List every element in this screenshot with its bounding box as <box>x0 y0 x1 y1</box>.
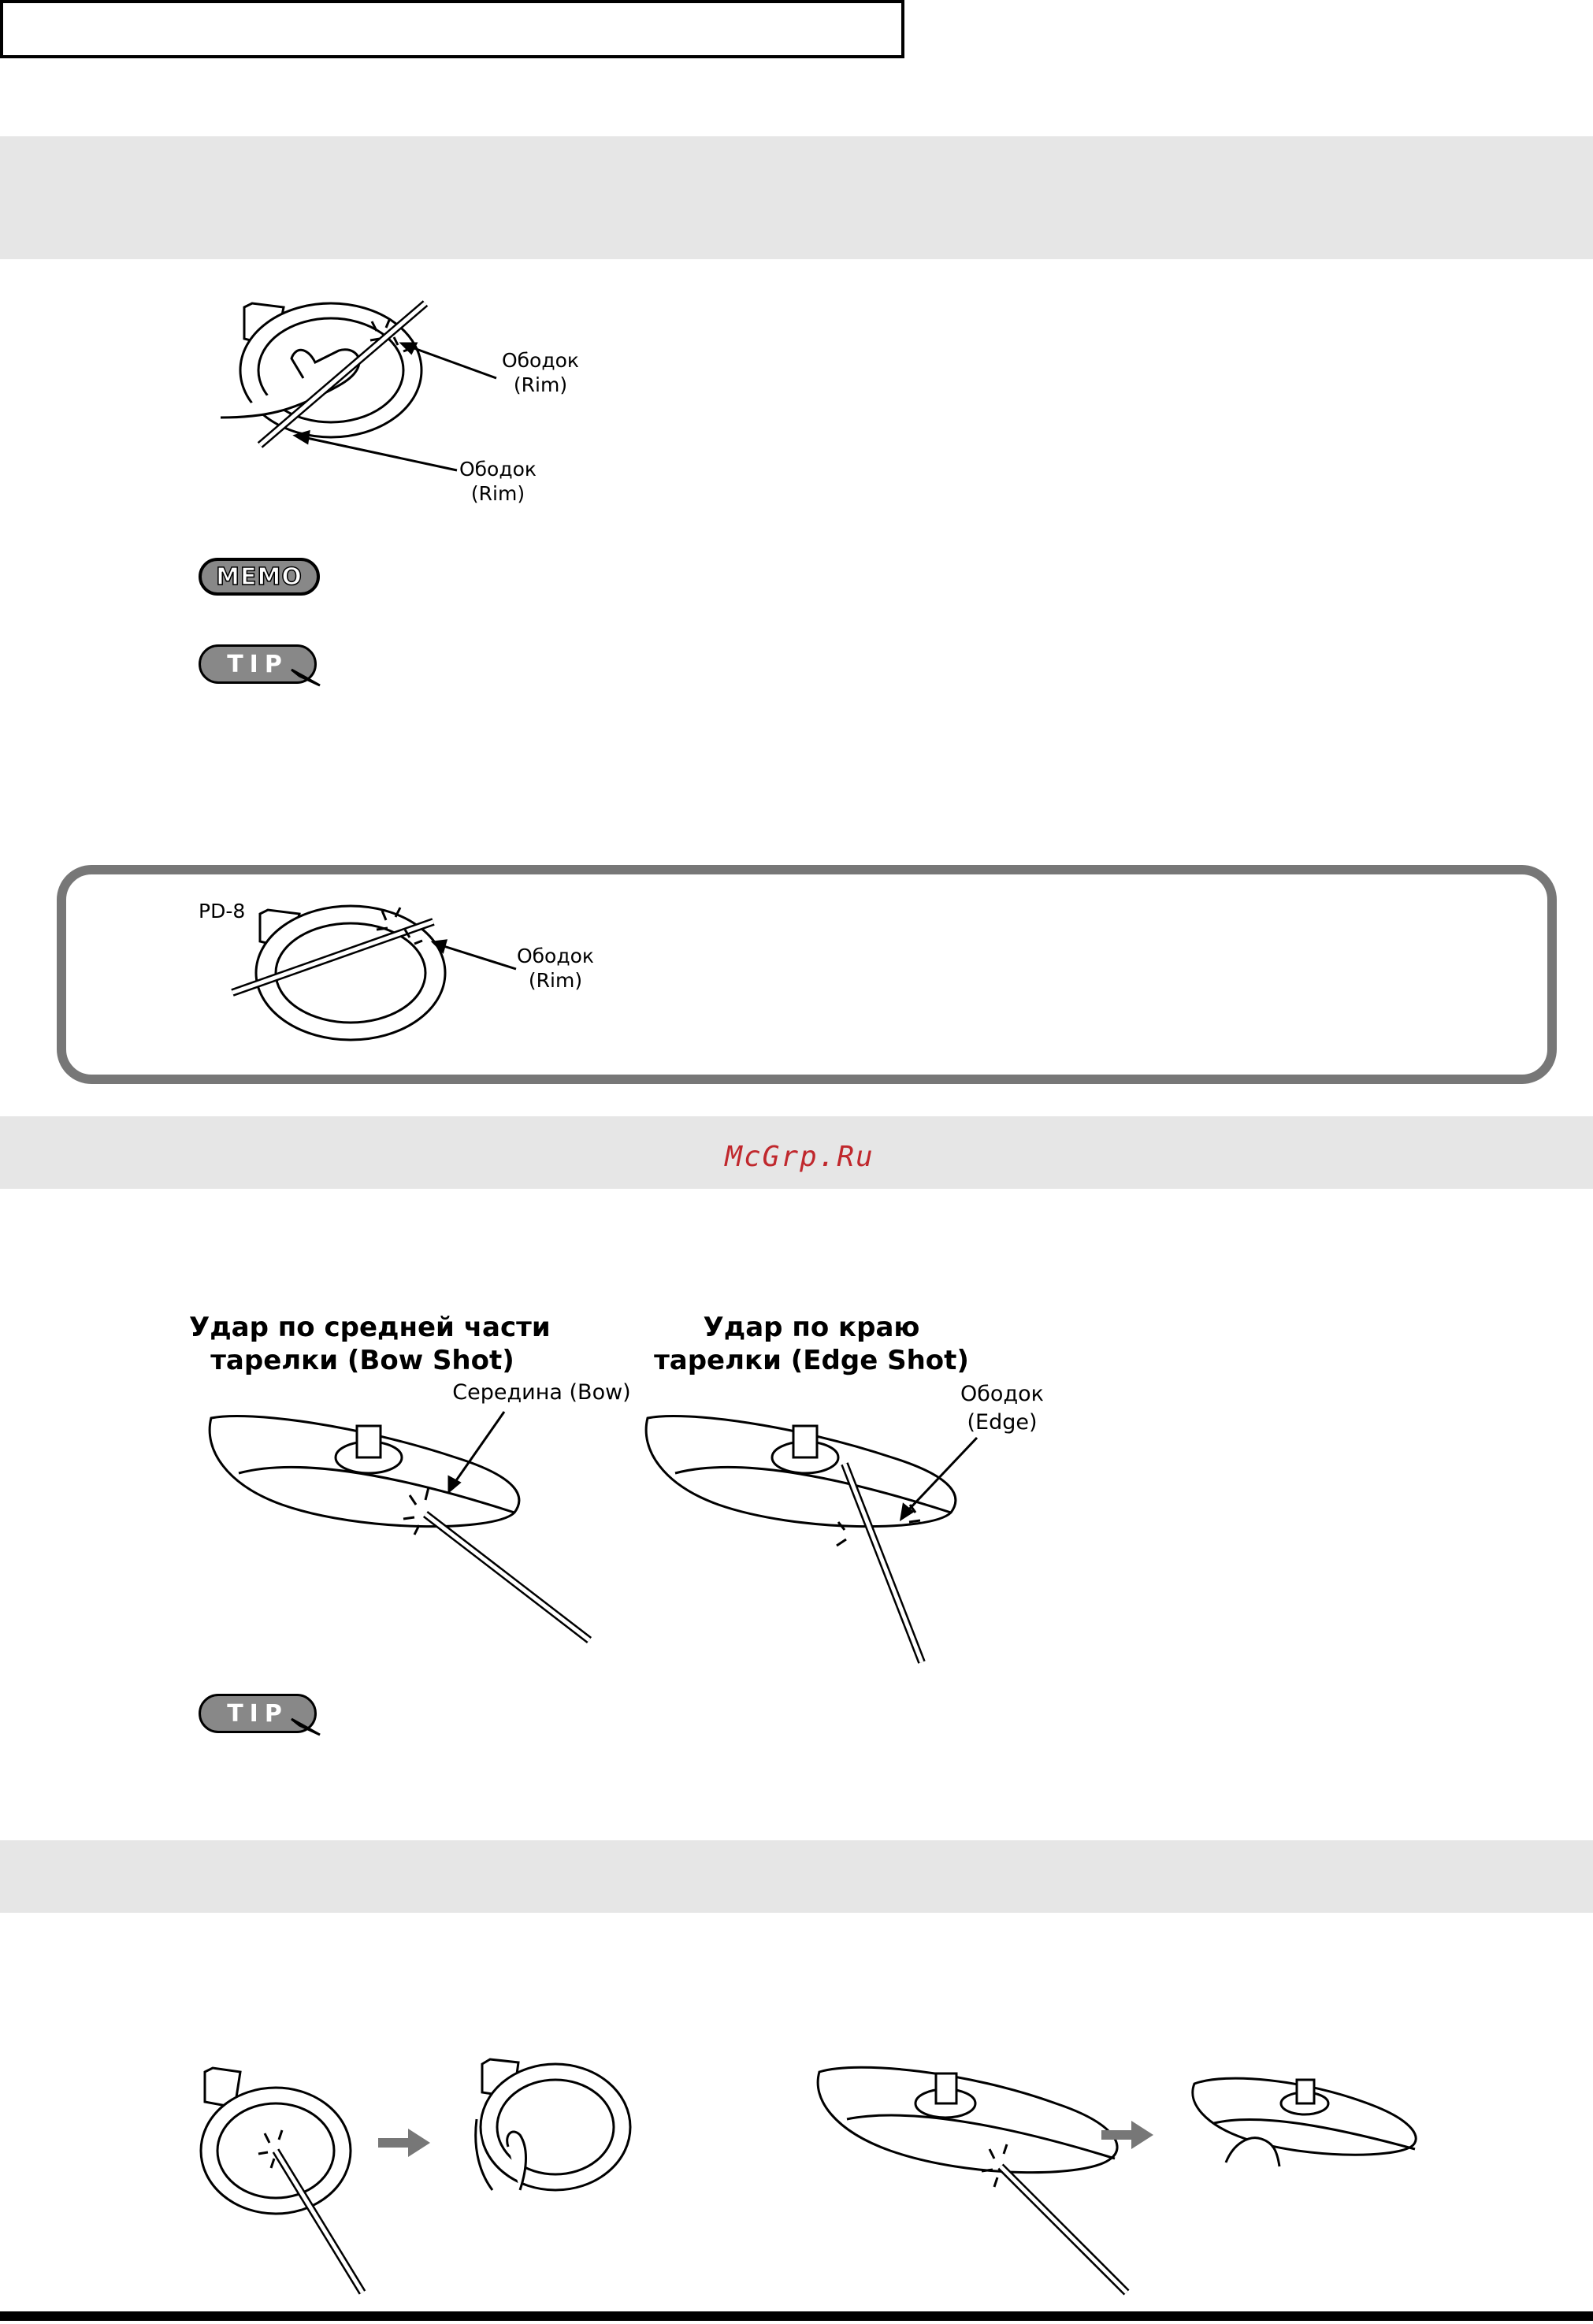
arrow-right-icon <box>1101 2119 1157 2151</box>
rim-label-lower: Ободок (Rim) <box>459 458 537 505</box>
tip-badge-text: TIP <box>227 1699 288 1728</box>
pad-choke-illustration <box>473 2048 638 2198</box>
memo-badge-text: MEMO <box>216 562 303 591</box>
cymbal-hit-illustration <box>811 2048 1142 2300</box>
cymbal-choke-illustration <box>1186 2064 1439 2182</box>
bow-label: Середина (Bow) <box>452 1380 631 1405</box>
pd8-model-label: PD-8 <box>199 900 246 923</box>
edge-label: Ободок (Edge) <box>960 1382 1044 1435</box>
bow-shot-header: Удар по средней части тарелки (Bow Shot) <box>189 1312 551 1376</box>
section-band-3 <box>0 1840 1593 1913</box>
edge-shot-header: Удар по краю тарелки (Edge Shot) <box>654 1312 969 1376</box>
rim-label-upper: Ободок (Rim) <box>501 349 580 396</box>
pad-hit-illustration <box>197 2064 378 2300</box>
watermark: McGrp.Ru <box>725 1141 874 1173</box>
tip-badge-text: TIP <box>227 650 288 678</box>
page-bottom-rule <box>0 2311 1593 2321</box>
tip-tail-2 <box>291 1719 323 1743</box>
pd8-rim-label: Ободок (Rim) <box>516 945 595 992</box>
arrow-right-icon <box>378 2127 433 2159</box>
